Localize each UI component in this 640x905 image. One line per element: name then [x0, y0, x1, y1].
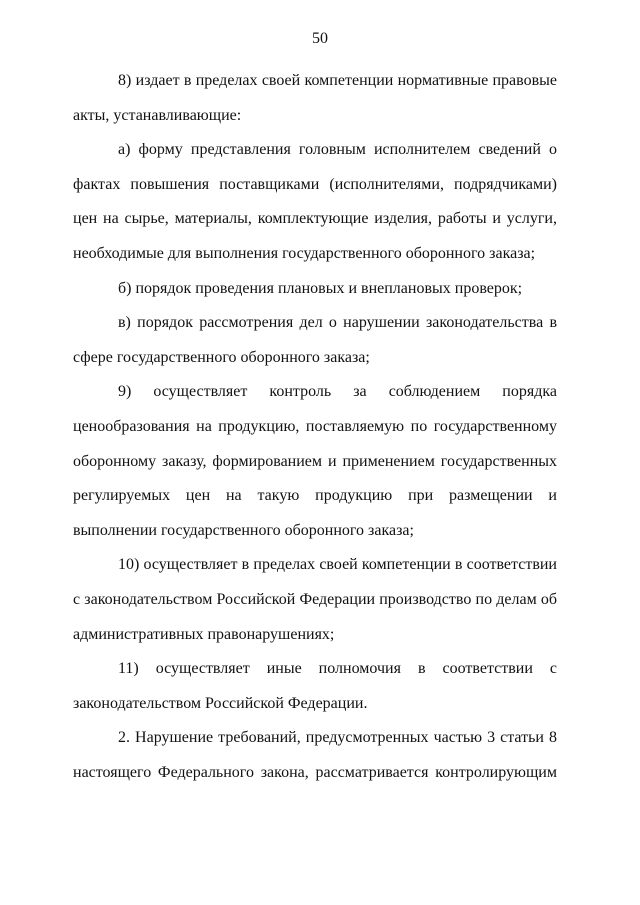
paragraph-part-2: 2. Нарушение требований, предусмотренных частью 3 статьи 8 настоящего Федерального закона, рассматривается контролирующим [73, 729, 557, 781]
paragraph-subitem-a: а) форму представления головным исполнителем сведений о фактах повышения поставщиками (исполнителями, подрядчиками) цен на сырье, материалы, комплектующие изделия, работы и услуги, необходимые для выполнения государственного оборонного заказа; [73, 141, 557, 262]
document-body [73, 64, 557, 790]
paragraph-item-10: 10) осуществляет в пределах своей компетенции в соответствии с законодательством Российской Федерации производство по делам об административных правонарушениях; [73, 556, 557, 643]
paragraph-subitem-v: в) порядок рассмотрения дел о нарушении законодательства в сфере государственного оборонного заказа; [73, 314, 557, 366]
page-number: 50 [312, 30, 328, 47]
paragraph-item-9: 9) осуществляет контроль за соблюдением порядка ценообразования на продукцию, поставляемую по государственному оборонному заказу, формированием и применением государственных регулируемых цен на такую продукцию при размещении и выполнении государственного оборонного заказа; [73, 383, 557, 539]
paragraph-subitem-b: б) порядок проведения плановых и внеплановых проверок; [118, 279, 523, 297]
paragraph-item-8: 8) издает в пределах своей компетенции нормативные правовые акты, устанавливающие: [73, 72, 557, 124]
paragraph-item-11: 11) осуществляет иные полномочия в соответствии с законодательством Российской Федерации. [73, 660, 557, 712]
